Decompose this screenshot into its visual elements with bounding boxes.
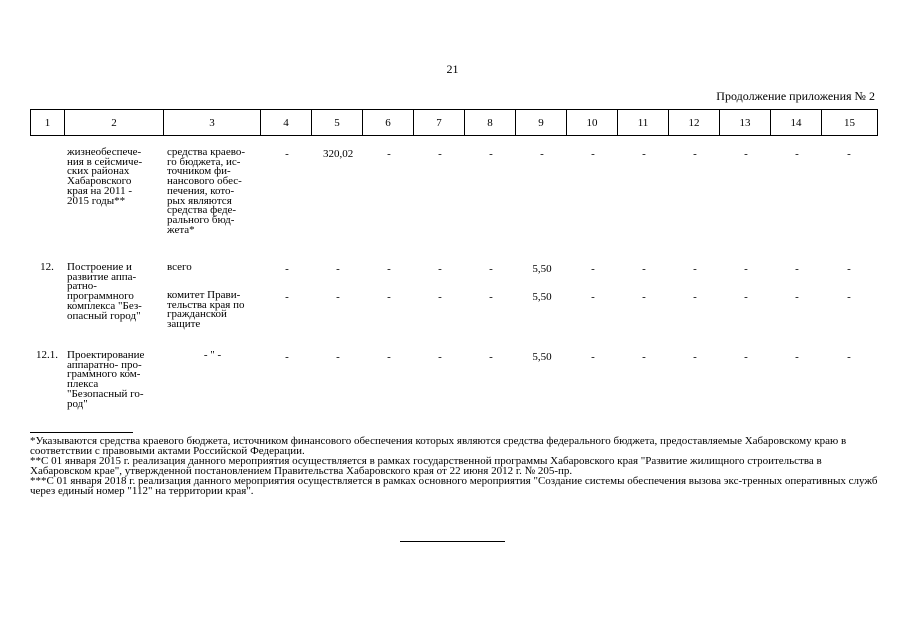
value-cell: - [744, 148, 748, 160]
value-cell: - [591, 351, 595, 363]
column-header: 3 [164, 110, 261, 136]
value-cell: - [693, 148, 697, 160]
page-number: 21 [446, 62, 459, 76]
value-cell: - [336, 351, 340, 363]
value-cell: - [489, 263, 493, 275]
value-cell: - [847, 291, 851, 303]
value-cell: - [795, 291, 799, 303]
footnote: *Указываются средства краевого бюджета, источником финансового обеспечения которых являются средства федерального бюджета, предоставляемые Хабаровскому краю в соответствии с правовыми актами Российской Федерации. [30, 435, 847, 457]
column-header: 15 [822, 110, 878, 136]
column-header: 13 [720, 110, 771, 136]
row-number: 12. [40, 261, 54, 273]
value-cell: - [438, 351, 442, 363]
value-cell: - [540, 148, 544, 160]
column-header: 9 [516, 110, 567, 136]
value-cell: - [693, 291, 697, 303]
footnote-divider [30, 432, 133, 433]
column-header: 10 [567, 110, 618, 136]
value-cell: - [387, 148, 391, 160]
row-name: Проектирование аппаратно- про- граммного ком- плекса "Безопасный го- род" [67, 349, 145, 410]
footnote: **С 01 января 2015 г. реализация данного мероприятия осуществляется в рамках государственной программы Хабаровского края "Развитие жилищного строительства в Хабаровском крае", утвержденной постановлением Правительства Хабаровского края от 22 июня 2012 г. № 205-пр. [30, 455, 822, 477]
value-cell: 5,50 [532, 291, 552, 303]
value-cell: - [847, 351, 851, 363]
value-cell: - [489, 351, 493, 363]
column-header: 6 [363, 110, 414, 136]
column-header: 8 [465, 110, 516, 136]
value-cell: - [693, 263, 697, 275]
value-cell: - [591, 263, 595, 275]
row-source: - " - [203, 349, 222, 361]
value-cell: - [847, 263, 851, 275]
column-header: 5 [312, 110, 363, 136]
column-header: 2 [65, 110, 164, 136]
value-cell: - [642, 148, 646, 160]
end-divider [400, 541, 505, 542]
value-cell: - [744, 263, 748, 275]
row-source: комитет Прави- тельства края по гражданской защите [167, 289, 245, 331]
value-cell: - [795, 351, 799, 363]
value-cell: 320,02 [323, 148, 354, 160]
row-number: 12.1. [36, 349, 58, 361]
column-header: 14 [771, 110, 822, 136]
value-cell: - [336, 263, 340, 275]
row-name: Построение и развитие аппа- ратно- программного комплекса "Без- опасный город" [67, 261, 142, 322]
value-cell: - [489, 291, 493, 303]
value-cell: 5,50 [532, 263, 552, 275]
value-cell: - [489, 148, 493, 160]
value-cell: - [642, 291, 646, 303]
column-header: 7 [414, 110, 465, 136]
table-header [30, 109, 878, 136]
value-cell: - [642, 351, 646, 363]
value-cell: - [744, 351, 748, 363]
value-cell: - [387, 291, 391, 303]
value-cell: - [438, 148, 442, 160]
value-cell: - [591, 148, 595, 160]
row-source: средства краево- го бюджета, ис- точником фи- нансового обес- печения, кото- рых являются средства феде- рального бюд- жета* [167, 146, 245, 236]
value-cell: - [795, 148, 799, 160]
value-cell: - [285, 291, 289, 303]
footnotes [30, 436, 880, 496]
column-header: 1 [31, 110, 65, 136]
row-name: жизнеобеспече- ния в сейсмиче- ских районах Хабаровского края на 2011 - 2015 годы** [67, 146, 143, 207]
value-cell: - [285, 351, 289, 363]
column-header: 11 [618, 110, 669, 136]
value-cell: - [438, 263, 442, 275]
column-header: 4 [261, 110, 312, 136]
value-cell: - [847, 148, 851, 160]
value-cell: - [285, 263, 289, 275]
continuation-note: Продолжение приложения № 2 [716, 89, 875, 103]
value-cell: - [387, 263, 391, 275]
value-cell: - [744, 291, 748, 303]
value-cell: - [591, 291, 595, 303]
value-cell: - [387, 351, 391, 363]
value-cell: - [693, 351, 697, 363]
value-cell: - [285, 148, 289, 160]
footnote: ***С 01 января 2018 г. реализация данного мероприятия осуществляется в рамках основного мероприятия "Создание системы обеспечения вызова экс-тренных оперативных служб через единый номер "112" на территории края". [30, 475, 878, 497]
column-header: 12 [669, 110, 720, 136]
value-cell: - [336, 291, 340, 303]
value-cell: - [795, 263, 799, 275]
value-cell: - [438, 291, 442, 303]
value-cell: - [642, 263, 646, 275]
row-source: всего [167, 261, 192, 273]
value-cell: 5,50 [532, 351, 552, 363]
